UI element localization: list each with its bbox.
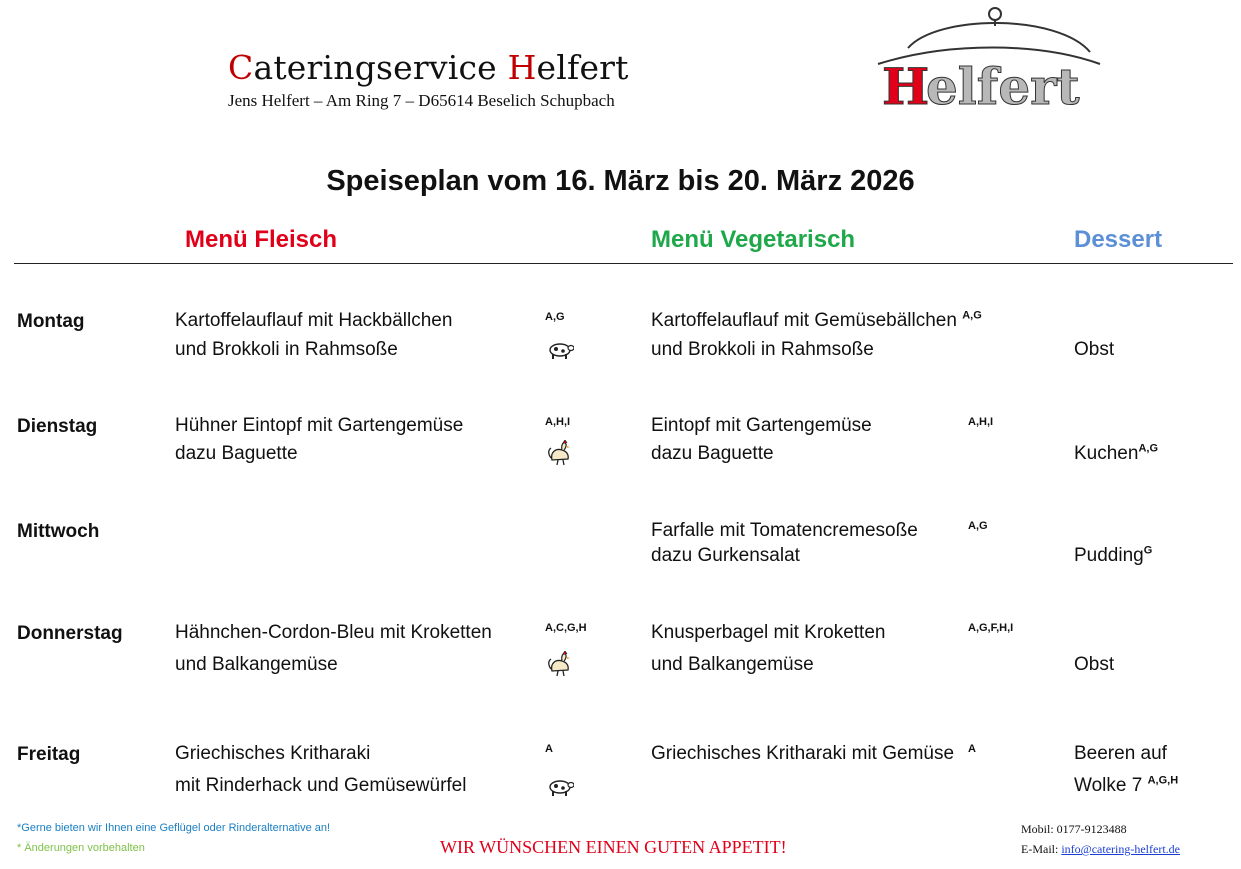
veg-dish-text: Kartoffelauflauf mit Gemüsebällchen: [651, 310, 957, 331]
page-title: Speiseplan vom 16. März bis 20. März 2026: [326, 165, 915, 197]
dessert: [1074, 542, 1152, 570]
meat-dish-line2: und Brokkoli in Rahmsoße: [175, 339, 398, 360]
dessert-text: Pudding: [1074, 545, 1144, 566]
helfert-logo: [868, 4, 1108, 114]
meat-dish-line1: Hähnchen-Cordon-Bleu mit Kroketten: [175, 622, 492, 643]
meat-dish-line1: Hühner Eintopf mit Gartengemüse: [175, 415, 464, 436]
appetit-message: WIR WÜNSCHEN EINEN GUTEN APPETIT!: [440, 837, 787, 857]
column-header-meat: Menü Fleisch: [185, 226, 338, 253]
meat-dish-line1: Kartoffelauflauf mit Hackbällchen: [175, 310, 453, 331]
meat-allergens: A,C,G,H: [545, 622, 587, 634]
company-name: [228, 48, 629, 88]
dessert: [1074, 440, 1158, 468]
veg-dish-line1: [651, 307, 982, 335]
dessert-allergens: A,G: [1138, 442, 1159, 455]
column-header-dessert: Dessert: [1074, 226, 1163, 253]
meat-allergens: A: [545, 743, 553, 755]
column-header-vegetarian: Menü Vegetarisch: [651, 226, 856, 253]
meat-dish-line1: Griechisches Kritharaki: [175, 743, 371, 764]
cloche-icon: [868, 4, 1108, 114]
meat-allergens: A,G: [545, 311, 565, 323]
company-initial-h: H: [507, 48, 537, 87]
veg-allergens: A,H,I: [968, 416, 994, 428]
veg-dish-line1: Knusperbagel mit Kroketten: [651, 622, 886, 643]
mobile-number: Mobil: 0177-9123488: [1021, 822, 1127, 836]
dessert-text: Kuchen: [1074, 443, 1139, 464]
chicken-icon: [546, 651, 574, 677]
cow-icon: [546, 340, 574, 366]
veg-allergens: A,G: [962, 309, 982, 322]
meat-dish-line2: und Balkangemüse: [175, 654, 338, 675]
veg-dish-line1: Farfalle mit Tomatencremesoße: [651, 520, 918, 541]
dessert: Obst: [1074, 339, 1115, 360]
company-initial-c: C: [228, 48, 254, 87]
meat-dish-line2: dazu Baguette: [175, 443, 298, 464]
logo-initial: H: [882, 57, 930, 114]
company-address: Jens Helfert – Am Ring 7 – D65614 Beselich Schupbach: [228, 91, 615, 110]
dessert: Obst: [1074, 654, 1115, 675]
veg-dish-line2: dazu Gurkensalat: [651, 545, 800, 566]
header-divider: [14, 263, 1233, 264]
veg-allergens: A,G: [968, 520, 988, 532]
day-label: Mittwoch: [17, 521, 100, 542]
changes-note: * Änderungen vorbehalten: [17, 842, 145, 854]
day-label: Freitag: [17, 744, 81, 765]
veg-allergens: A: [968, 743, 976, 755]
day-label: Dienstag: [17, 416, 98, 437]
dessert-allergens: G: [1143, 544, 1153, 557]
day-label: Donnerstag: [17, 623, 123, 644]
logo-wordmark: elfert: [926, 57, 1080, 114]
veg-dish-line2: und Balkangemüse: [651, 654, 814, 675]
company-name-part2: elfert: [536, 48, 629, 87]
veg-dish-line1: Eintopf mit Gartengemüse: [651, 415, 872, 436]
dessert-text: Wolke 7: [1074, 775, 1143, 796]
company-name-part1: ateringservice: [253, 48, 508, 87]
veg-dish-line1: Griechisches Kritharaki mit Gemüse: [651, 743, 955, 764]
cow-icon: [546, 777, 574, 803]
day-label: Montag: [17, 311, 85, 332]
dessert-allergens: A,G,H: [1147, 774, 1179, 787]
veg-allergens: A,G,F,H,I: [968, 622, 1014, 634]
alternative-note: *Gerne bieten wir Ihnen eine Geflügel oder Rinderalternative an!: [17, 822, 331, 834]
email-label: E-Mail:: [1021, 842, 1062, 856]
veg-dish-line2: dazu Baguette: [651, 443, 774, 464]
chicken-icon: [546, 440, 574, 466]
meat-allergens: A,H,I: [545, 416, 571, 428]
dessert: [1074, 772, 1178, 800]
meat-dish-line2: mit Rinderhack und Gemüsewürfel: [175, 775, 467, 796]
email-link[interactable]: info@catering-helfert.de: [1061, 842, 1180, 856]
email-line: [1021, 842, 1180, 857]
dessert-line1: Beeren auf: [1074, 743, 1167, 764]
veg-dish-line2: und Brokkoli in Rahmsoße: [651, 339, 874, 360]
